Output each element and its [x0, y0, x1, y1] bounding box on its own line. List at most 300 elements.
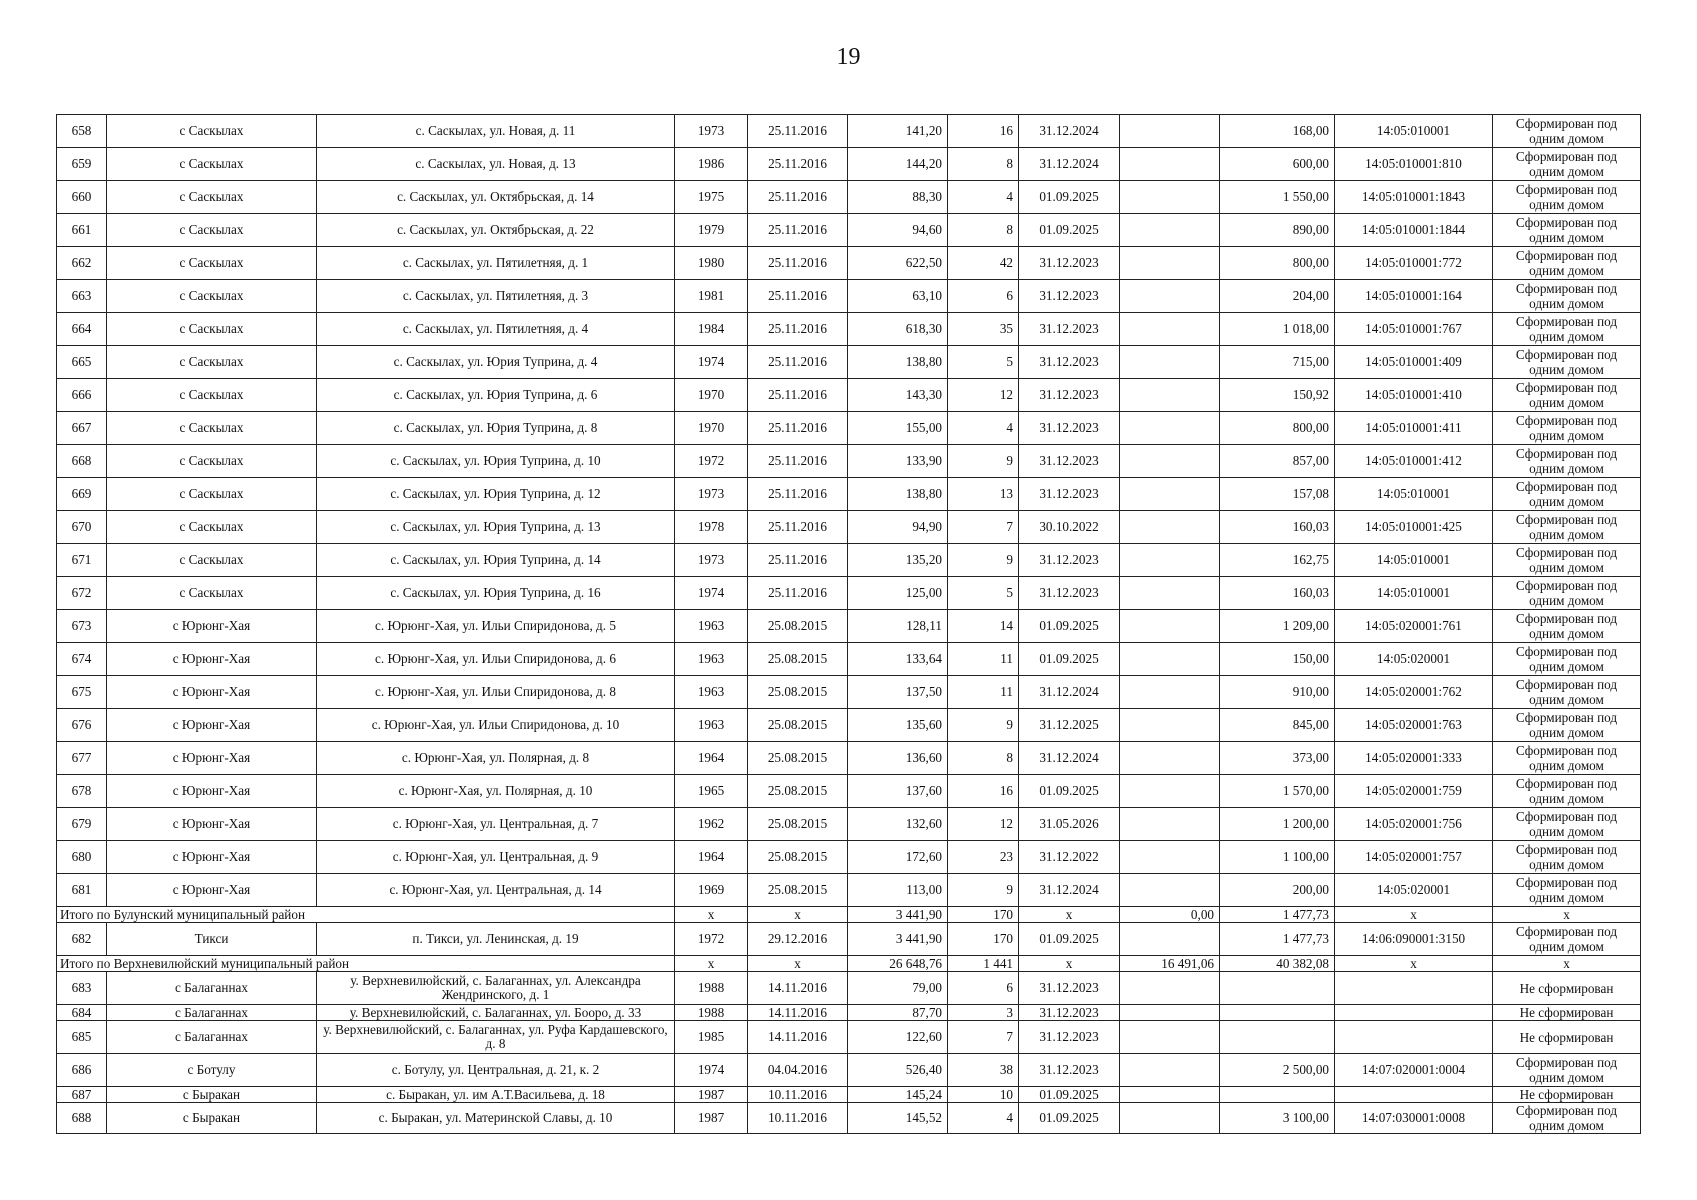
cadastral-number-cell: 14:07:020001:0004 — [1335, 1054, 1493, 1087]
amount-cell — [1120, 1005, 1220, 1021]
row-number-cell: 675 — [57, 676, 107, 709]
cadastral-number-cell: 14:05:020001:763 — [1335, 709, 1493, 742]
residents-cell: 42 — [948, 247, 1019, 280]
row-number-cell: 674 — [57, 643, 107, 676]
year-built-cell: 1974 — [675, 346, 748, 379]
address-cell: с. Саскылах, ул. Юрия Туприна, д. 6 — [317, 379, 675, 412]
residents-cell: 9 — [948, 544, 1019, 577]
amount-cell — [1120, 1021, 1220, 1054]
cadastral-number-cell: 14:05:020001:761 — [1335, 610, 1493, 643]
relocation-deadline-cell: 01.09.2025 — [1019, 1087, 1120, 1103]
year-built-cell: 1974 — [675, 1054, 748, 1087]
land-area-cell: 2 500,00 — [1220, 1054, 1335, 1087]
cadastral-number-cell — [1335, 972, 1493, 1005]
area-cell: 135,20 — [848, 544, 948, 577]
relocation-deadline-cell: 01.09.2025 — [1019, 1103, 1120, 1134]
year-built-cell: 1962 — [675, 808, 748, 841]
recognition-date-cell: 25.08.2015 — [748, 808, 848, 841]
relocation-deadline-cell: 01.09.2025 — [1019, 214, 1120, 247]
land-status-cell: Сформирован под одним домом — [1493, 874, 1641, 907]
table-row — [57, 577, 1641, 610]
recognition-date-cell: 25.11.2016 — [748, 577, 848, 610]
area-cell: 618,30 — [848, 313, 948, 346]
land-status-cell: Сформирован под одним домом — [1493, 676, 1641, 709]
amount-cell — [1120, 577, 1220, 610]
address-cell: с. Саскылах, ул. Пятилетняя, д. 1 — [317, 247, 675, 280]
relocation-deadline-cell: 31.12.2023 — [1019, 1054, 1120, 1087]
relocation-deadline-cell: 31.12.2023 — [1019, 379, 1120, 412]
relocation-deadline-cell: 31.12.2024 — [1019, 115, 1120, 148]
address-cell: с. Быракан, ул. Материнской Славы, д. 10 — [317, 1103, 675, 1134]
total-date-cell: х — [748, 956, 848, 972]
residents-cell: 9 — [948, 445, 1019, 478]
table-row — [57, 544, 1641, 577]
total-deadline-cell: х — [1019, 956, 1120, 972]
land-area-cell: 857,00 — [1220, 445, 1335, 478]
year-built-cell: 1963 — [675, 709, 748, 742]
cadastral-number-cell: 14:05:010001:1844 — [1335, 214, 1493, 247]
amount-cell — [1120, 923, 1220, 956]
area-cell: 79,00 — [848, 972, 948, 1005]
relocation-deadline-cell: 31.12.2023 — [1019, 280, 1120, 313]
amount-cell — [1120, 412, 1220, 445]
settlement-cell: с Юрюнг-Хая — [107, 676, 317, 709]
recognition-date-cell: 10.11.2016 — [748, 1087, 848, 1103]
land-area-cell: 3 100,00 — [1220, 1103, 1335, 1134]
year-built-cell: 1979 — [675, 214, 748, 247]
amount-cell — [1120, 544, 1220, 577]
table-row — [57, 1054, 1641, 1087]
address-cell: у. Верхневилюйский, с. Балаганнах, ул. Руфа Кардашевского, д. 8 — [317, 1021, 675, 1054]
total-cadastral-cell: х — [1335, 907, 1493, 923]
relocation-deadline-cell: 31.12.2023 — [1019, 445, 1120, 478]
land-status-cell: Сформирован под одним домом — [1493, 709, 1641, 742]
recognition-date-cell: 25.08.2015 — [748, 643, 848, 676]
recognition-date-cell: 25.11.2016 — [748, 511, 848, 544]
area-cell: 63,10 — [848, 280, 948, 313]
cadastral-number-cell: 14:05:010001 — [1335, 544, 1493, 577]
subtotal-label: Итого по Верхневилюйский муниципальный район — [57, 956, 675, 972]
table-row — [57, 742, 1641, 775]
amount-cell — [1120, 643, 1220, 676]
amount-cell — [1120, 1103, 1220, 1134]
settlement-cell: с Балаганнах — [107, 972, 317, 1005]
row-number-cell: 667 — [57, 412, 107, 445]
row-number-cell: 679 — [57, 808, 107, 841]
page-number: 19 — [836, 44, 861, 70]
settlement-cell: с Быракан — [107, 1103, 317, 1134]
residents-cell: 11 — [948, 643, 1019, 676]
row-number-cell: 688 — [57, 1103, 107, 1134]
area-cell: 143,30 — [848, 379, 948, 412]
land-area-cell: 715,00 — [1220, 346, 1335, 379]
residents-cell: 12 — [948, 808, 1019, 841]
land-area-cell: 373,00 — [1220, 742, 1335, 775]
land-area-cell: 157,08 — [1220, 478, 1335, 511]
row-number-cell: 662 — [57, 247, 107, 280]
cadastral-number-cell: 14:05:010001:1843 — [1335, 181, 1493, 214]
recognition-date-cell: 25.08.2015 — [748, 874, 848, 907]
table-row — [57, 313, 1641, 346]
row-number-cell: 671 — [57, 544, 107, 577]
area-cell: 128,11 — [848, 610, 948, 643]
total-cadastral-cell: х — [1335, 956, 1493, 972]
land-area-cell: 1 200,00 — [1220, 808, 1335, 841]
year-built-cell: 1975 — [675, 181, 748, 214]
area-cell: 133,90 — [848, 445, 948, 478]
year-built-cell: 1972 — [675, 445, 748, 478]
land-status-cell: Сформирован под одним домом — [1493, 742, 1641, 775]
total-deadline-cell: х — [1019, 907, 1120, 923]
relocation-deadline-cell: 31.12.2023 — [1019, 478, 1120, 511]
cadastral-number-cell — [1335, 1021, 1493, 1054]
address-cell: с. Юрюнг-Хая, ул. Центральная, д. 7 — [317, 808, 675, 841]
address-cell: с. Саскылах, ул. Пятилетняя, д. 3 — [317, 280, 675, 313]
residents-cell: 14 — [948, 610, 1019, 643]
cadastral-number-cell: 14:05:020001:756 — [1335, 808, 1493, 841]
land-status-cell: Сформирован под одним домом — [1493, 577, 1641, 610]
land-status-cell: Сформирован под одним домом — [1493, 643, 1641, 676]
address-cell: с. Саскылах, ул. Юрия Туприна, д. 4 — [317, 346, 675, 379]
residents-cell: 12 — [948, 379, 1019, 412]
table-row — [57, 379, 1641, 412]
land-area-cell: 200,00 — [1220, 874, 1335, 907]
table-row — [57, 181, 1641, 214]
total-area-cell: 3 441,90 — [848, 907, 948, 923]
subtotal-row — [57, 956, 1641, 972]
land-status-cell: Сформирован под одним домом — [1493, 923, 1641, 956]
land-status-cell: Сформирован под одним домом — [1493, 346, 1641, 379]
relocation-deadline-cell: 31.12.2023 — [1019, 313, 1120, 346]
amount-cell — [1120, 676, 1220, 709]
area-cell: 141,20 — [848, 115, 948, 148]
settlement-cell: с Саскылах — [107, 577, 317, 610]
row-number-cell: 665 — [57, 346, 107, 379]
recognition-date-cell: 25.11.2016 — [748, 181, 848, 214]
settlement-cell: с Саскылах — [107, 313, 317, 346]
year-built-cell: 1973 — [675, 115, 748, 148]
land-area-cell: 160,03 — [1220, 577, 1335, 610]
relocation-deadline-cell: 31.12.2023 — [1019, 247, 1120, 280]
amount-cell — [1120, 313, 1220, 346]
area-cell: 3 441,90 — [848, 923, 948, 956]
amount-cell — [1120, 214, 1220, 247]
relocation-deadline-cell: 31.12.2024 — [1019, 148, 1120, 181]
row-number-cell: 687 — [57, 1087, 107, 1103]
land-area-cell: 150,00 — [1220, 643, 1335, 676]
area-cell: 136,60 — [848, 742, 948, 775]
table-row — [57, 874, 1641, 907]
cadastral-number-cell: 14:05:010001:411 — [1335, 412, 1493, 445]
address-cell: с. Саскылах, ул. Юрия Туприна, д. 16 — [317, 577, 675, 610]
cadastral-number-cell: 14:05:020001:759 — [1335, 775, 1493, 808]
address-cell: с. Саскылах, ул. Юрия Туприна, д. 10 — [317, 445, 675, 478]
address-cell: с. Быракан, ул. им А.Т.Васильева, д. 18 — [317, 1087, 675, 1103]
land-status-cell: Сформирован под одним домом — [1493, 610, 1641, 643]
row-number-cell: 673 — [57, 610, 107, 643]
residents-cell: 8 — [948, 148, 1019, 181]
area-cell: 137,60 — [848, 775, 948, 808]
relocation-deadline-cell: 01.09.2025 — [1019, 181, 1120, 214]
address-cell: с. Саскылах, ул. Юрия Туприна, д. 13 — [317, 511, 675, 544]
area-cell: 132,60 — [848, 808, 948, 841]
cadastral-number-cell: 14:07:030001:0008 — [1335, 1103, 1493, 1134]
area-cell: 138,80 — [848, 346, 948, 379]
settlement-cell: с Быракан — [107, 1087, 317, 1103]
area-cell: 138,80 — [848, 478, 948, 511]
amount-cell — [1120, 379, 1220, 412]
year-built-cell: 1987 — [675, 1103, 748, 1134]
land-status-cell: Не сформирован — [1493, 1021, 1641, 1054]
row-number-cell: 666 — [57, 379, 107, 412]
land-area-cell: 1 209,00 — [1220, 610, 1335, 643]
land-status-cell: Сформирован под одним домом — [1493, 1103, 1641, 1134]
residents-cell: 16 — [948, 775, 1019, 808]
row-number-cell: 672 — [57, 577, 107, 610]
recognition-date-cell: 25.11.2016 — [748, 148, 848, 181]
amount-cell — [1120, 346, 1220, 379]
row-number-cell: 670 — [57, 511, 107, 544]
year-built-cell: 1988 — [675, 972, 748, 1005]
land-area-cell: 150,92 — [1220, 379, 1335, 412]
land-status-cell: Сформирован под одним домом — [1493, 841, 1641, 874]
cadastral-number-cell: 14:05:020001:333 — [1335, 742, 1493, 775]
cadastral-number-cell: 14:05:010001:767 — [1335, 313, 1493, 346]
year-built-cell: 1978 — [675, 511, 748, 544]
relocation-deadline-cell: 01.09.2025 — [1019, 643, 1120, 676]
cadastral-number-cell: 14:05:020001:757 — [1335, 841, 1493, 874]
recognition-date-cell: 25.11.2016 — [748, 379, 848, 412]
row-number-cell: 684 — [57, 1005, 107, 1021]
amount-cell — [1120, 478, 1220, 511]
land-area-cell: 910,00 — [1220, 676, 1335, 709]
address-cell: с. Саскылах, ул. Октябрьская, д. 22 — [317, 214, 675, 247]
land-area-cell: 204,00 — [1220, 280, 1335, 313]
address-cell: с. Саскылах, ул. Октябрьская, д. 14 — [317, 181, 675, 214]
settlement-cell: с Юрюнг-Хая — [107, 874, 317, 907]
settlement-cell: с Саскылах — [107, 478, 317, 511]
relocation-deadline-cell: 31.12.2024 — [1019, 676, 1120, 709]
table-row — [57, 445, 1641, 478]
year-built-cell: 1985 — [675, 1021, 748, 1054]
land-area-cell — [1220, 1021, 1335, 1054]
residents-cell: 23 — [948, 841, 1019, 874]
land-area-cell — [1220, 1005, 1335, 1021]
amount-cell — [1120, 775, 1220, 808]
relocation-deadline-cell: 31.12.2023 — [1019, 544, 1120, 577]
year-built-cell: 1973 — [675, 478, 748, 511]
year-built-cell: 1987 — [675, 1087, 748, 1103]
row-number-cell: 676 — [57, 709, 107, 742]
amount-cell — [1120, 808, 1220, 841]
settlement-cell: с Саскылах — [107, 412, 317, 445]
cadastral-number-cell: 14:05:020001:762 — [1335, 676, 1493, 709]
year-built-cell: 1964 — [675, 742, 748, 775]
amount-cell — [1120, 247, 1220, 280]
area-cell: 135,60 — [848, 709, 948, 742]
table-row — [57, 247, 1641, 280]
land-status-cell: Сформирован под одним домом — [1493, 544, 1641, 577]
address-cell: с. Юрюнг-Хая, ул. Ильи Спиридонова, д. 5 — [317, 610, 675, 643]
table-row — [57, 643, 1641, 676]
land-area-cell: 162,75 — [1220, 544, 1335, 577]
recognition-date-cell: 14.11.2016 — [748, 1005, 848, 1021]
row-number-cell: 661 — [57, 214, 107, 247]
row-number-cell: 663 — [57, 280, 107, 313]
cadastral-number-cell: 14:05:010001 — [1335, 478, 1493, 511]
address-cell: с. Юрюнг-Хая, ул. Ильи Спиридонова, д. 8 — [317, 676, 675, 709]
table-row — [57, 1087, 1641, 1103]
recognition-date-cell: 25.08.2015 — [748, 676, 848, 709]
settlement-cell: с Юрюнг-Хая — [107, 742, 317, 775]
settlement-cell: с Саскылах — [107, 445, 317, 478]
table-row — [57, 280, 1641, 313]
relocation-deadline-cell: 31.12.2022 — [1019, 841, 1120, 874]
recognition-date-cell: 25.08.2015 — [748, 841, 848, 874]
relocation-deadline-cell: 31.05.2026 — [1019, 808, 1120, 841]
recognition-date-cell: 14.11.2016 — [748, 972, 848, 1005]
table-row — [57, 610, 1641, 643]
relocation-deadline-cell: 01.09.2025 — [1019, 923, 1120, 956]
area-cell: 87,70 — [848, 1005, 948, 1021]
land-status-cell: Сформирован под одним домом — [1493, 313, 1641, 346]
land-area-cell: 1 477,73 — [1220, 923, 1335, 956]
residents-cell: 4 — [948, 181, 1019, 214]
row-number-cell: 659 — [57, 148, 107, 181]
year-built-cell: 1964 — [675, 841, 748, 874]
land-status-cell: Сформирован под одним домом — [1493, 379, 1641, 412]
land-area-cell: 845,00 — [1220, 709, 1335, 742]
relocation-deadline-cell: 31.12.2023 — [1019, 346, 1120, 379]
recognition-date-cell: 25.08.2015 — [748, 742, 848, 775]
address-cell: с. Юрюнг-Хая, ул. Ильи Спиридонова, д. 10 — [317, 709, 675, 742]
area-cell: 137,50 — [848, 676, 948, 709]
land-area-cell: 1 018,00 — [1220, 313, 1335, 346]
row-number-cell: 686 — [57, 1054, 107, 1087]
land-status-cell: Не сформирован — [1493, 1087, 1641, 1103]
recognition-date-cell: 04.04.2016 — [748, 1054, 848, 1087]
settlement-cell: с Саскылах — [107, 181, 317, 214]
area-cell: 88,30 — [848, 181, 948, 214]
land-status-cell: Сформирован под одним домом — [1493, 148, 1641, 181]
cadastral-number-cell: 14:05:010001:164 — [1335, 280, 1493, 313]
total-year-cell: х — [675, 907, 748, 923]
row-number-cell: 660 — [57, 181, 107, 214]
cadastral-number-cell: 14:05:020001 — [1335, 643, 1493, 676]
total-year-cell: х — [675, 956, 748, 972]
amount-cell — [1120, 445, 1220, 478]
land-status-cell: Сформирован под одним домом — [1493, 775, 1641, 808]
row-number-cell: 683 — [57, 972, 107, 1005]
amount-cell — [1120, 742, 1220, 775]
land-area-cell: 160,03 — [1220, 511, 1335, 544]
address-cell: с. Юрюнг-Хая, ул. Полярная, д. 10 — [317, 775, 675, 808]
table-row — [57, 1005, 1641, 1021]
settlement-cell: с Саскылах — [107, 247, 317, 280]
settlement-cell: с Саскылах — [107, 379, 317, 412]
year-built-cell: 1970 — [675, 412, 748, 445]
recognition-date-cell: 25.08.2015 — [748, 610, 848, 643]
residents-cell: 7 — [948, 511, 1019, 544]
land-area-cell: 168,00 — [1220, 115, 1335, 148]
amount-cell — [1120, 115, 1220, 148]
table-row — [57, 115, 1641, 148]
recognition-date-cell: 25.11.2016 — [748, 280, 848, 313]
recognition-date-cell: 29.12.2016 — [748, 923, 848, 956]
land-area-cell — [1220, 972, 1335, 1005]
year-built-cell: 1980 — [675, 247, 748, 280]
residents-cell: 5 — [948, 346, 1019, 379]
table-row — [57, 1021, 1641, 1054]
land-area-cell: 1 570,00 — [1220, 775, 1335, 808]
row-number-cell: 685 — [57, 1021, 107, 1054]
settlement-cell: с Саскылах — [107, 346, 317, 379]
area-cell: 526,40 — [848, 1054, 948, 1087]
address-cell: с. Саскылах, ул. Юрия Туприна, д. 8 — [317, 412, 675, 445]
amount-cell — [1120, 148, 1220, 181]
address-cell: с. Юрюнг-Хая, ул. Ильи Спиридонова, д. 6 — [317, 643, 675, 676]
area-cell: 125,00 — [848, 577, 948, 610]
recognition-date-cell: 25.11.2016 — [748, 247, 848, 280]
amount-cell — [1120, 1054, 1220, 1087]
recognition-date-cell: 25.11.2016 — [748, 478, 848, 511]
residents-cell: 7 — [948, 1021, 1019, 1054]
year-built-cell: 1963 — [675, 676, 748, 709]
year-built-cell: 1963 — [675, 643, 748, 676]
area-cell: 145,52 — [848, 1103, 948, 1134]
settlement-cell: с Балаганнах — [107, 1021, 317, 1054]
relocation-deadline-cell: 31.12.2023 — [1019, 1005, 1120, 1021]
total-residents-cell: 1 441 — [948, 956, 1019, 972]
settlement-cell: с Юрюнг-Хая — [107, 643, 317, 676]
table-row — [57, 412, 1641, 445]
total-land-area-cell: 40 382,08 — [1220, 956, 1335, 972]
land-status-cell: Не сформирован — [1493, 972, 1641, 1005]
recognition-date-cell: 14.11.2016 — [748, 1021, 848, 1054]
settlement-cell: с Юрюнг-Хая — [107, 610, 317, 643]
land-status-cell: Сформирован под одним домом — [1493, 1054, 1641, 1087]
residents-cell: 6 — [948, 972, 1019, 1005]
table-row — [57, 346, 1641, 379]
residents-cell: 38 — [948, 1054, 1019, 1087]
settlement-cell: с Саскылах — [107, 280, 317, 313]
address-cell: у. Верхневилюйский, с. Балаганнах, ул. Бооро, д. 33 — [317, 1005, 675, 1021]
land-area-cell — [1220, 1087, 1335, 1103]
relocation-deadline-cell: 31.12.2023 — [1019, 972, 1120, 1005]
year-built-cell: 1974 — [675, 577, 748, 610]
address-cell: у. Верхневилюйский, с. Балаганнах, ул. Александра Жендринского, д. 1 — [317, 972, 675, 1005]
year-built-cell: 1969 — [675, 874, 748, 907]
land-status-cell: Сформирован под одним домом — [1493, 214, 1641, 247]
area-cell: 133,64 — [848, 643, 948, 676]
row-number-cell: 677 — [57, 742, 107, 775]
amount-cell — [1120, 1087, 1220, 1103]
settlement-cell: с Юрюнг-Хая — [107, 775, 317, 808]
year-built-cell: 1970 — [675, 379, 748, 412]
land-status-cell: Сформирован под одним домом — [1493, 412, 1641, 445]
relocation-deadline-cell: 31.12.2024 — [1019, 874, 1120, 907]
land-area-cell: 800,00 — [1220, 247, 1335, 280]
relocation-deadline-cell: 31.12.2025 — [1019, 709, 1120, 742]
year-built-cell: 1981 — [675, 280, 748, 313]
area-cell: 144,20 — [848, 148, 948, 181]
table-row — [57, 148, 1641, 181]
area-cell: 145,24 — [848, 1087, 948, 1103]
address-cell: с. Юрюнг-Хая, ул. Центральная, д. 9 — [317, 841, 675, 874]
residents-cell: 8 — [948, 214, 1019, 247]
relocation-deadline-cell: 31.12.2023 — [1019, 412, 1120, 445]
land-status-cell: Сформирован под одним домом — [1493, 511, 1641, 544]
